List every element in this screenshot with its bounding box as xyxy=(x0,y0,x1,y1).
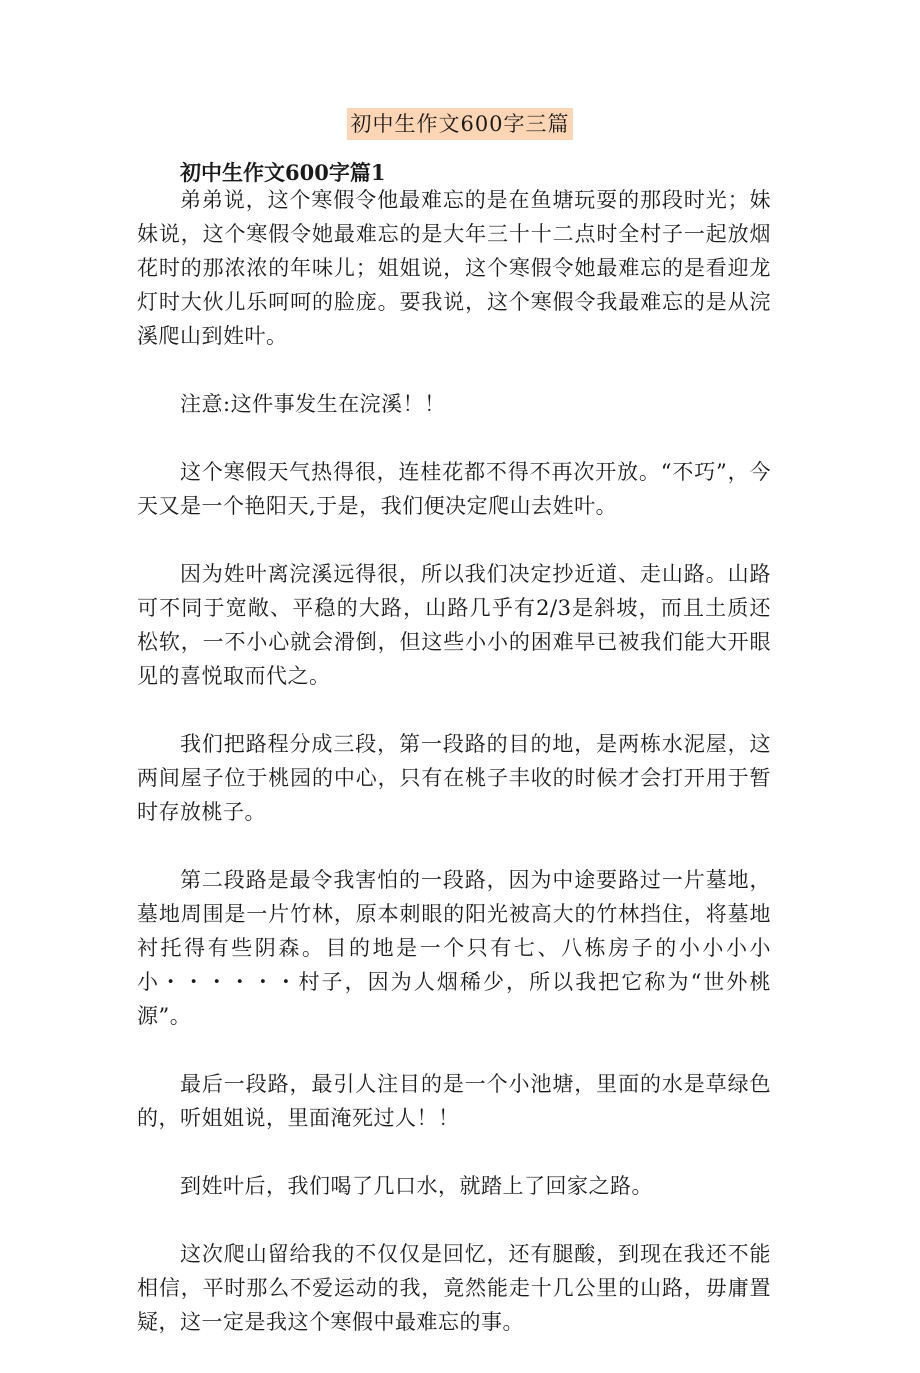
document-title-container xyxy=(0,108,920,140)
paragraph: 最后一段路，最引人注目的是一个小池塘，里面的水是草绿色的，听姐姐说，里面淹死过人！！ xyxy=(137,1072,771,1130)
paragraph: 第二段路是最令我害怕的一段路，因为中途要路过一片墓地，墓地周围是一片竹林，原本刺眼的阳光被高大的竹林挡住，将墓地衬托得有些阴森。目的地是一个只有七、八栋房子的小小小小小・・・・・・村子，因为人烟稀少，所以我把它称为“世外桃源”。 xyxy=(137,868,771,1028)
document-title: 初中生作文600字三篇 xyxy=(347,108,572,140)
section-heading: 初中生作文600字篇1 xyxy=(180,160,386,185)
paragraph: 这个寒假天气热得很，连桂花都不得不再次开放。“不巧”，今天又是一个艳阳天,于是，我们便决定爬山去姓叶。 xyxy=(137,460,771,518)
paragraph: 我们把路程分成三段，第一段路的目的地，是两栋水泥屋，这两间屋子位于桃园的中心，只有在桃子丰收的时候才会打开用于暂时存放桃子。 xyxy=(137,732,771,824)
paragraph: 弟弟说，这个寒假令他最难忘的是在鱼塘玩耍的那段时光；妹妹说，这个寒假令她最难忘的是大年三十十二点时全村子一起放烟花时的那浓浓的年味儿；姐姐说，这个寒假令她最难忘的是看迎龙灯时大伙儿乐呵呵的脸庞。要我说，这个寒假令我最难忘的是从浣溪爬山到姓叶。 xyxy=(137,188,771,348)
paragraph: 注意:这件事发生在浣溪！！ xyxy=(180,392,446,416)
paragraph: 到姓叶后，我们喝了几口水，就踏上了回家之路。 xyxy=(180,1174,653,1198)
essay-body xyxy=(137,183,771,1373)
paragraph: 因为姓叶离浣溪远得很，所以我们决定抄近道、走山路。山路可不同于宽敞、平稳的大路，山路几乎有2/3是斜坡，而且土质还松软，一不小心就会滑倒，但这些小小的困难早已被我们能大开眼见的喜悦取而代之。 xyxy=(137,562,771,688)
paragraph: 这次爬山留给我的不仅仅是回忆，还有腿酸，到现在我还不能相信，平时那么不爱运动的我，竟然能走十几公里的山路，毋庸置疑，这一定是我这个寒假中最难忘的事。 xyxy=(137,1242,771,1334)
